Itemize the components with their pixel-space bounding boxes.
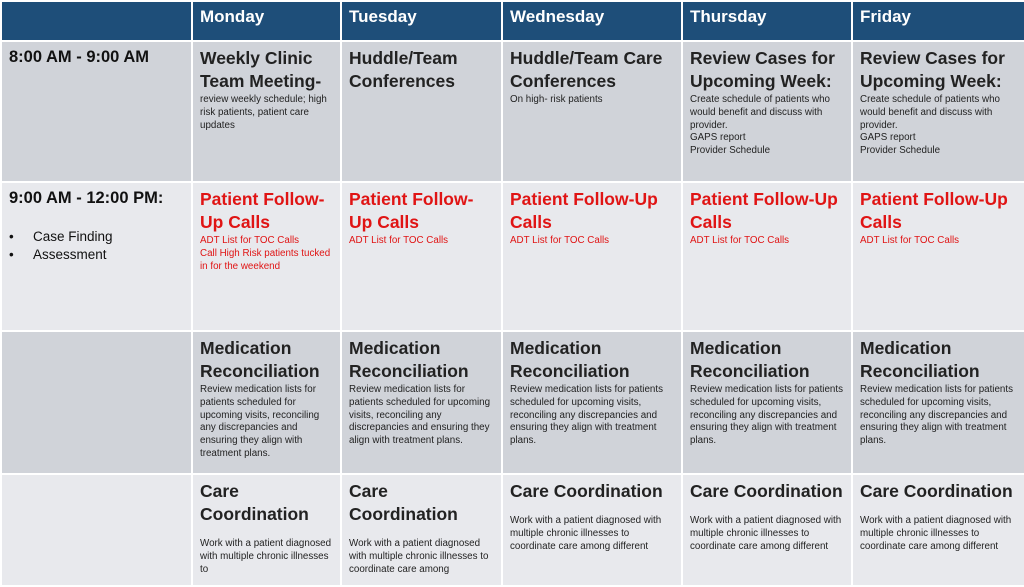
time-cell — [2, 332, 191, 473]
cell-description: review weekly schedule; high risk patients, patient care updates — [200, 94, 327, 131]
time-label — [9, 337, 184, 338]
header-corner — [2, 2, 191, 40]
header-tuesday: Tuesday — [342, 2, 501, 40]
bullet-item: • Case Finding — [9, 228, 184, 246]
cell-description: Review medication lists for patients scheduled for upcoming visits, reconciling any discrepancies and ensuring they align with treatment plans. — [200, 384, 320, 459]
cell-title: Care Coordination — [349, 481, 458, 524]
cell-title: Patient Follow-Up Calls — [349, 189, 474, 232]
schedule-cell-monday — [193, 475, 340, 585]
schedule-cell-wednesday — [503, 42, 681, 181]
schedule-cell-tuesday — [342, 42, 501, 181]
schedule-cell-tuesday — [342, 475, 501, 585]
header-wednesday: Wednesday — [503, 2, 681, 40]
schedule-cell-wednesday — [503, 183, 681, 330]
cell-description-text: Create schedule of patients who would benefit and discuss with provider. — [860, 94, 1000, 131]
header-monday: Monday — [193, 2, 340, 40]
cell-description: On high- risk patients — [510, 94, 603, 105]
time-cell — [2, 183, 191, 330]
time-label: 9:00 AM - 12:00 PM: — [9, 189, 164, 207]
cell-title: Patient Follow-Up Calls — [200, 189, 325, 232]
cell-description: ADT List for TOC Calls — [690, 235, 790, 246]
cell-extra-line: GAPS report — [690, 132, 746, 144]
header-row — [2, 2, 1024, 40]
cell-extra-line: Provider Schedule — [690, 145, 771, 157]
task-bullet-list — [9, 228, 184, 264]
time-label: 8:00 AM - 9:00 AM — [9, 48, 149, 66]
schedule-cell-thursday — [683, 42, 851, 181]
schedule-cell-friday — [853, 332, 1024, 473]
schedule-cell-wednesday — [503, 475, 681, 585]
cell-description: ADT List for TOC Calls — [510, 235, 610, 246]
schedule-cell-tuesday — [342, 332, 501, 473]
time-cell — [2, 42, 191, 181]
cell-description — [200, 235, 333, 273]
cell-title: Medication Reconciliation — [349, 338, 469, 381]
cell-description — [860, 94, 1017, 158]
cell-description: Work with a patient diagnosed with multiple chronic illnesses to coordinate care among different — [860, 515, 1012, 552]
cell-title: Patient Follow-Up Calls — [510, 189, 658, 232]
schedule-cell-thursday — [683, 332, 851, 473]
cell-extra-line: GAPS report — [860, 132, 916, 144]
cell-description: Work with a patient diagnosed with multiple chronic illnesses to coordinate care among different — [690, 515, 842, 552]
cell-description: ADT List for TOC Calls — [349, 235, 449, 246]
cell-title: Huddle/Team Conferences — [349, 48, 458, 91]
schedule-cell-thursday — [683, 475, 851, 585]
cell-title: Care Coordination — [510, 481, 663, 501]
cell-description: Review medication lists for patients scheduled for upcoming visits, reconciling any discrepancies and ensuring they align with treatment plans. — [690, 384, 844, 447]
cell-title: Patient Follow-Up Calls — [860, 189, 1008, 232]
schedule-row — [2, 475, 1024, 585]
cell-title: Weekly Clinic Team Meeting- — [200, 48, 322, 91]
cell-description: Review medication lists for patients scheduled for upcoming visits, reconciling any discrepancies and ensuring they align with treatment plans. — [510, 384, 664, 447]
cell-title: Medication Reconciliation — [860, 338, 980, 381]
schedule-row — [2, 332, 1024, 473]
cell-description — [690, 94, 844, 158]
schedule-cell-tuesday — [342, 183, 501, 330]
cell-description: Work with a patient diagnosed with multiple chronic illnesses to — [200, 538, 332, 575]
cell-description-text: Create schedule of patients who would benefit and discuss with provider. — [690, 94, 830, 131]
cell-description: Work with a patient diagnosed with multiple chronic illnesses to coordinate care among — [349, 538, 489, 575]
cell-description: Review medication lists for patients scheduled for upcoming visits, reconciling any discrepancies and ensuring they align with treatment plans. — [349, 384, 491, 447]
cell-title: Medication Reconciliation — [200, 338, 320, 381]
cell-title: Medication Reconciliation — [510, 338, 630, 381]
cell-title: Medication Reconciliation — [690, 338, 810, 381]
schedule-cell-friday — [853, 183, 1024, 330]
cell-title: Care Coordination — [860, 481, 1013, 501]
header-friday: Friday — [853, 2, 1024, 40]
schedule-cell-monday — [193, 183, 340, 330]
schedule-cell-wednesday — [503, 332, 681, 473]
cell-description: ADT List for TOC Calls — [860, 235, 960, 246]
cell-title: Care Coordination — [200, 481, 309, 524]
cell-title: Review Cases for Upcoming Week: — [860, 48, 1005, 91]
schedule-cell-monday — [193, 42, 340, 181]
cell-extra-line: Provider Schedule — [860, 145, 941, 157]
cell-title: Patient Follow-Up Calls — [690, 189, 838, 232]
schedule-cell-monday — [193, 332, 340, 473]
schedule-cell-thursday — [683, 183, 851, 330]
schedule-row — [2, 42, 1024, 181]
cell-description: Work with a patient diagnosed with multiple chronic illnesses to coordinate care among different — [510, 515, 662, 552]
header-thursday: Thursday — [683, 2, 851, 40]
time-label — [9, 480, 184, 481]
cell-extra-line: Call High Risk patients tucked in for the weekend — [200, 247, 331, 272]
cell-description-text: ADT List for TOC Calls — [200, 235, 300, 246]
cell-title: Care Coordination — [690, 481, 843, 501]
bullet-item: • Assessment — [9, 246, 184, 264]
schedule-cell-friday — [853, 475, 1024, 585]
cell-description: Review medication lists for patients scheduled for upcoming visits, reconciling any discrepancies and ensuring they align with treatment plans. — [860, 384, 1014, 447]
cell-title: Huddle/Team Care Conferences — [510, 48, 663, 91]
cell-title: Review Cases for Upcoming Week: — [690, 48, 835, 91]
schedule-row — [2, 183, 1024, 330]
time-cell — [2, 475, 191, 585]
schedule-cell-friday — [853, 42, 1024, 181]
